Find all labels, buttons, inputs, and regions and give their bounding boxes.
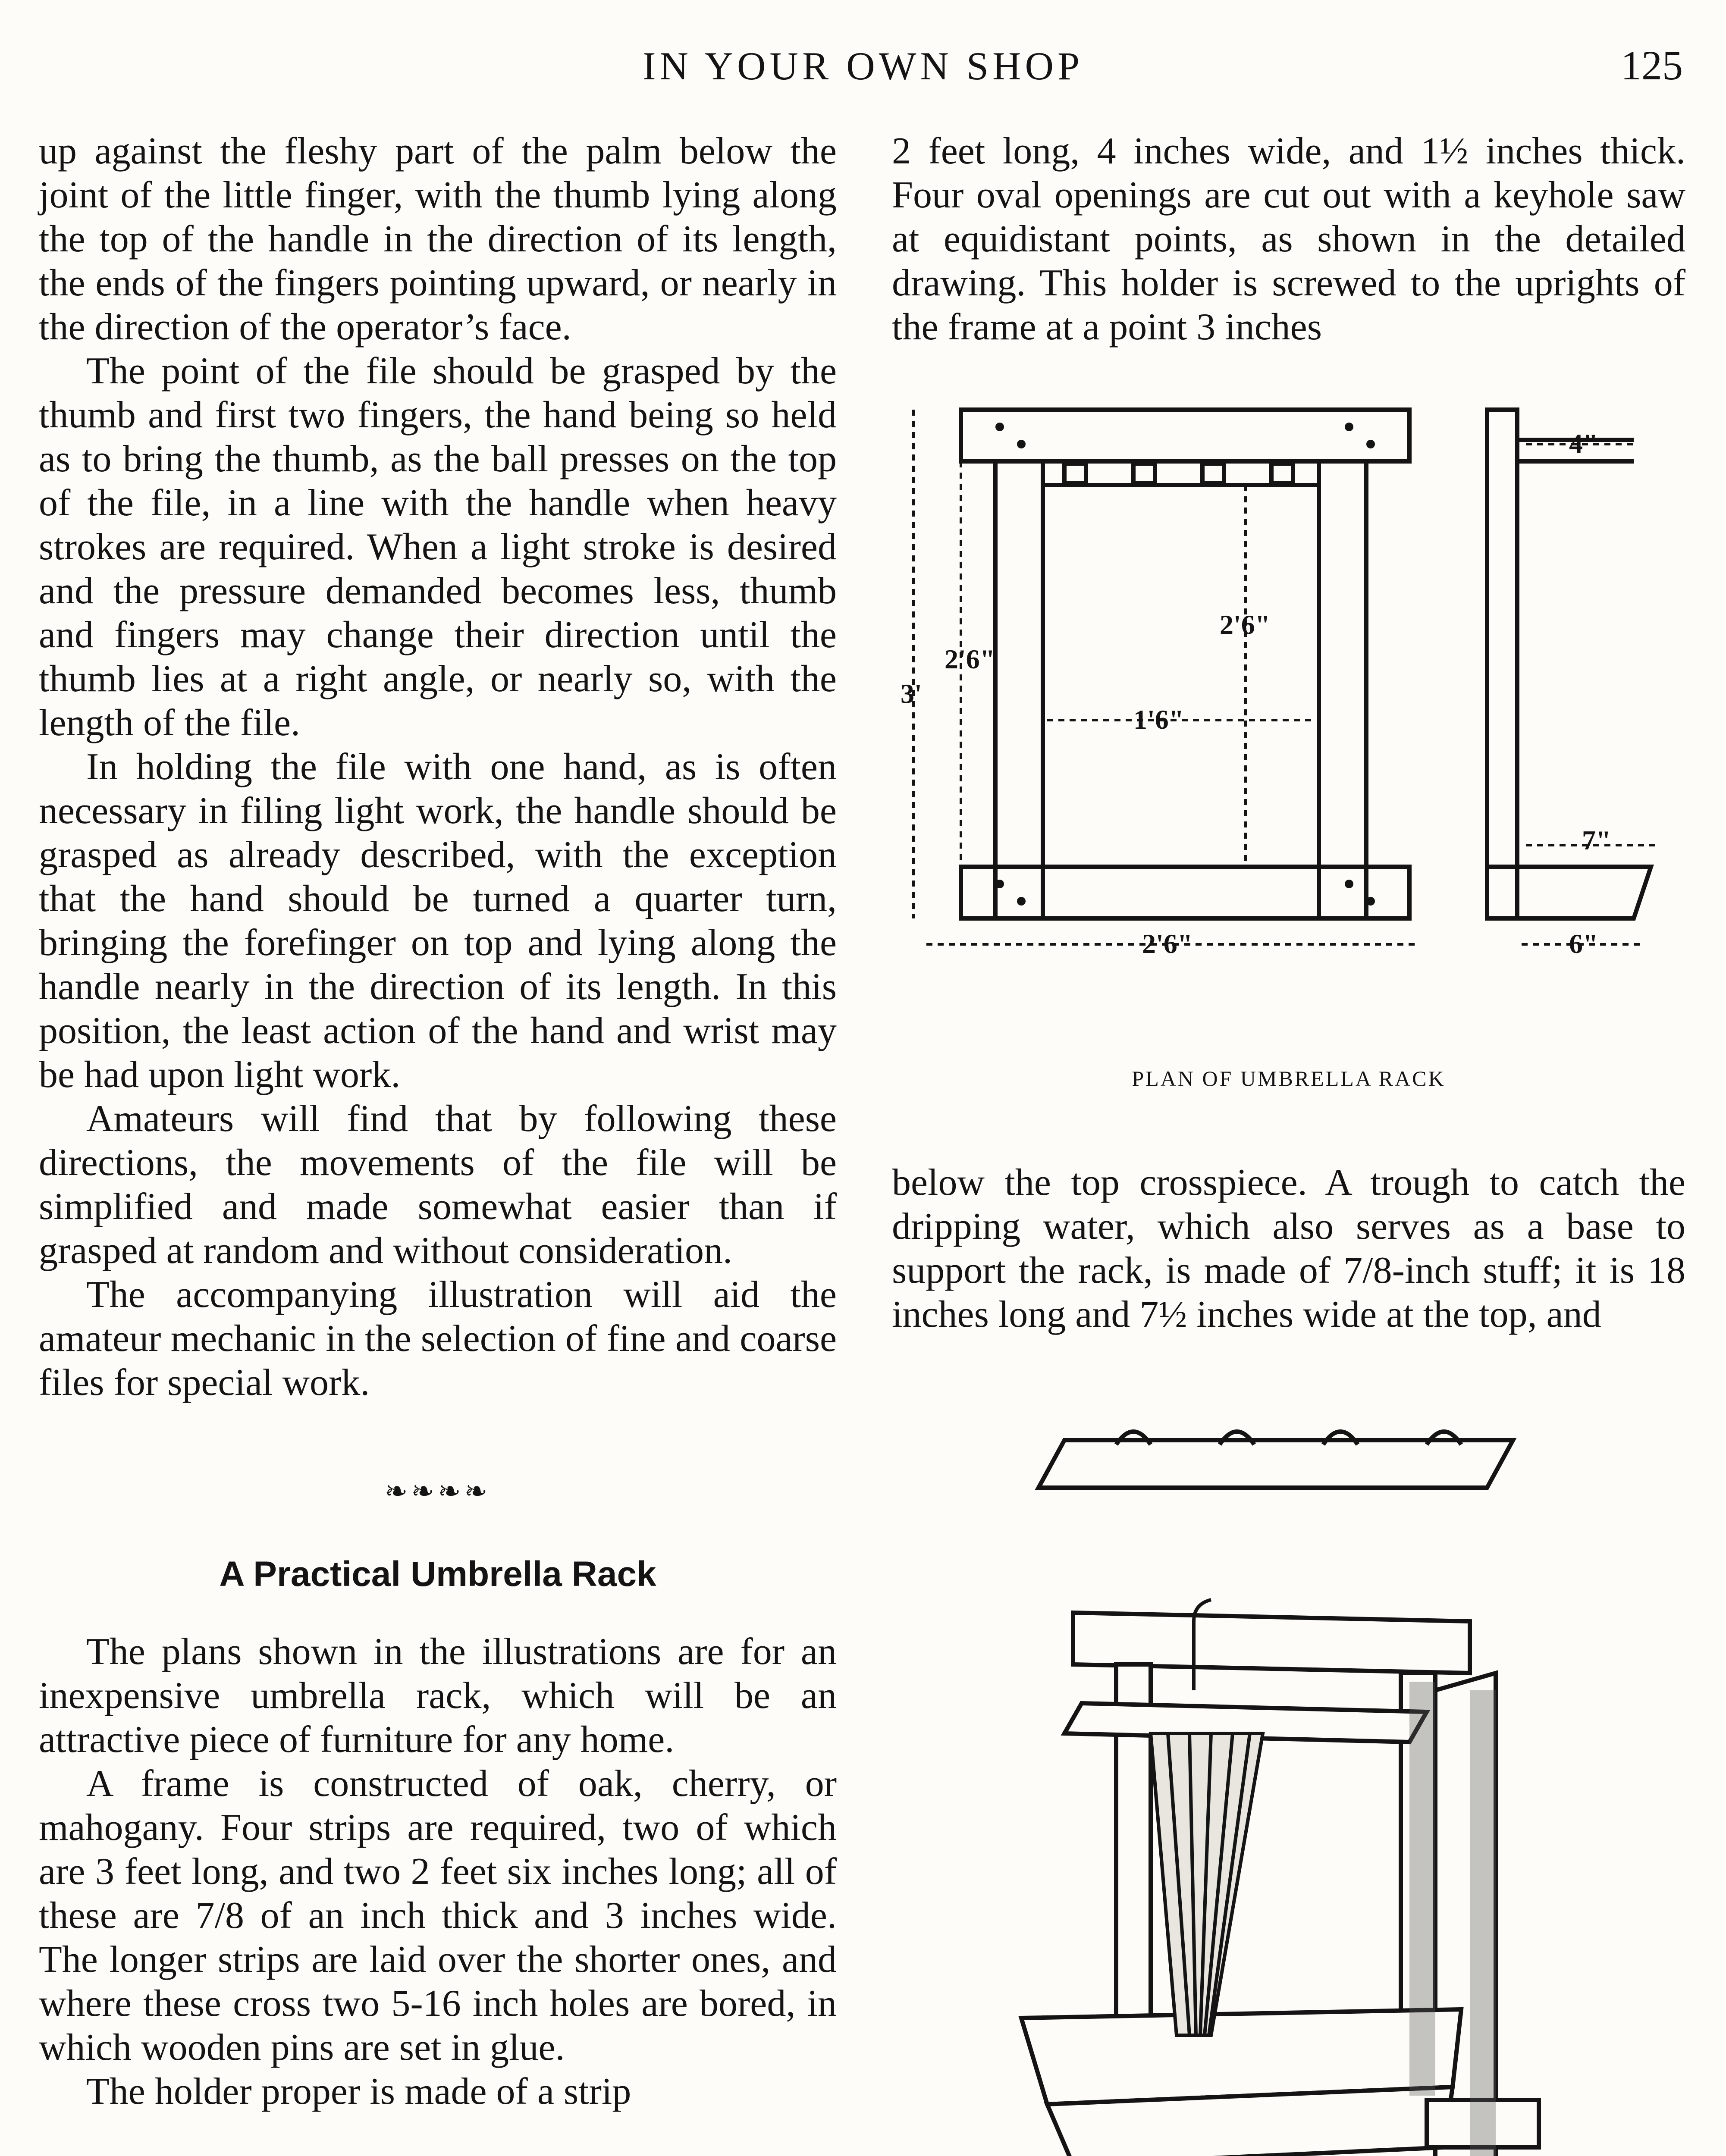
dimension-side-mid: 7" [1582, 825, 1611, 856]
dimension-height-inner: 2'6" [1220, 609, 1271, 640]
right-column [892, 129, 1685, 2156]
section-ornament: ❧❧❧❧ [384, 1476, 491, 1507]
paragraph: The holder proper is made of a strip [86, 2071, 631, 2112]
paragraph: The point of the file should be grasped by the thumb and first two fingers, the hand being so held as to bring the thumb, as the ball presses on the top of the file, in a line with the handle when heavy strokes are required. When a light stroke is desired and the pressure demanded becomes less, thumb and fingers may change their direction until the thumb lies at a right angle, or nearly so, with the length of the file. [39, 350, 837, 744]
section-title: A Practical Umbrella Rack [219, 1554, 656, 1594]
paragraph: Amateurs will find that by following these directions, the movements of the file will be simplified and made somewhat easier than if grasped at random and without consideration. [39, 1098, 837, 1272]
paragraph: below the top crosspiece. A trough to catch the dripping water, which also serves as a base to support the rack, is made of 7/8-inch stuff; it is 18 inches long and 7½ inches wide at the top, and [892, 1162, 1685, 1335]
paragraph: up against the fleshy part of the palm below the joint of the little finger, with the thumb lying along the top of the handle in the direction of its length, the ends of the fingers pointing upward, or nearly in the direction of the operator’s face. [39, 130, 837, 348]
dimension-height-upright: 2'6" [945, 644, 995, 674]
paragraph: The accompanying illustration will aid the amateur mechanic in the selection of fine and coarse files for special work. [39, 1274, 837, 1404]
rack-illustration [892, 1388, 1685, 2156]
dimension-width-bottom: 2'6" [1142, 928, 1193, 959]
figure-caption: PLAN OF UMBRELLA RACK [1132, 1066, 1446, 1091]
left-column [39, 129, 837, 2114]
dimension-height-total: 3' [901, 678, 922, 709]
paragraph: The plans shown in the illustrations are for an inexpensive umbrella rack, which will be an attractive piece of furniture for any home. [39, 1631, 837, 1761]
paragraph: A frame is constructed of oak, cherry, or mahogany. Four strips are required, two of which are 3 feet long, and two 2 feet six inches long; all of these are 7/8 of an inch thick and 3 inches wide. The longer strips are laid over the shorter ones, and where these cross two 5-16 inch holes are bored, in which wooden pins are set in glue. [39, 1763, 837, 2068]
page-header [39, 40, 1687, 96]
paragraph: In holding the file with one hand, as is often necessary in filing light work, the handle should be grasped as already described, with the exception that the hand should be turned a quarter turn, bringing the forefinger on top and lying along the handle nearly in the direction of its length. In this position, the least action of the hand and wrist may be had upon light work. [39, 746, 837, 1096]
page-number: 125 [1621, 42, 1683, 88]
dimension-side-top: 4" [1569, 428, 1598, 459]
running-title: IN YOUR OWN SHOP [642, 44, 1084, 88]
plan-drawing [892, 392, 1685, 1039]
dimension-side-bottom: 6" [1569, 928, 1598, 959]
dimension-width-inner: 1'6" [1133, 704, 1184, 735]
paragraph: 2 feet long, 4 inches wide, and 1½ inches thick. Four oval openings are cut out with a keyhole saw at equidistant points, as shown in the detailed drawing. This holder is screwed to the uprights of the frame at a point 3 inches [892, 130, 1685, 348]
